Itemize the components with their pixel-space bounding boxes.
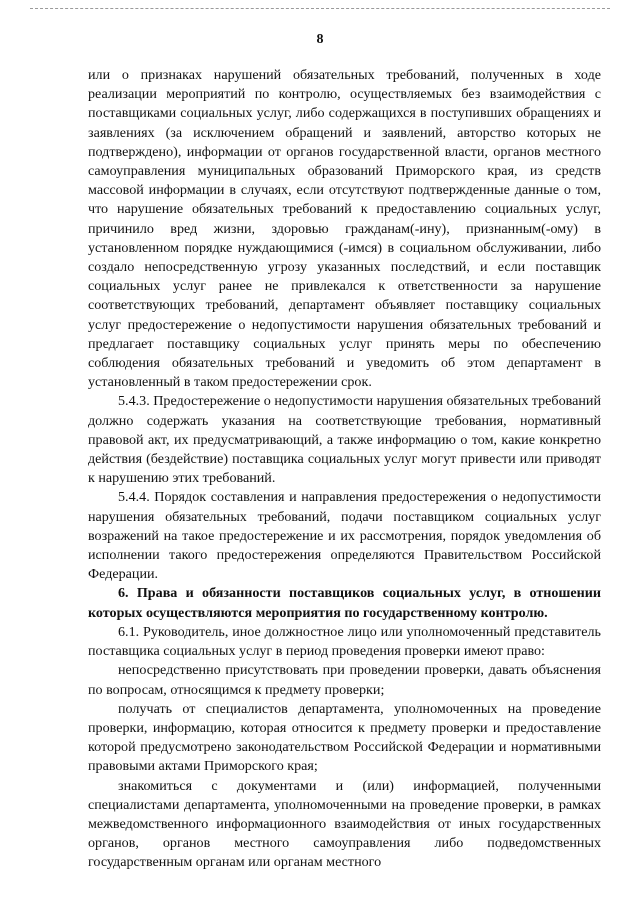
list-item-right-information: получать от специалистов департамента, уполномоченных на проведение проверки, информацию, которая относится к предмету проверки и предоставление которой предусмотрено законодательством Российской Федерации и нормативными правовыми актами Приморского края; (88, 700, 601, 775)
list-item-right-presence: непосредственно присутствовать при проведении проверки, давать объяснения по вопросам, относящимся к предмету проверки; (88, 662, 601, 698)
scan-top-edge-rule (30, 8, 610, 9)
page-number: 8 (316, 32, 324, 47)
document-body (88, 66, 601, 873)
paragraph-5-4-3: 5.4.3. Предостережение о недопустимости нарушения обязательных требований должно содержать указания на соответствующие требования, нормативный правовой акт, их предусматривающий, а также информацию о том, какие конкретно действия (бездействие) поставщика социальных услуг могут привести или приводят к нарушению этих требований. (88, 393, 601, 487)
paragraph-5-4-4: 5.4.4. Порядок составления и направления предостережения о недопустимости нарушения обязательных требований, подачи поставщиком социальных услуг возражений на такое предостережение и их рассмотрения, порядок уведомления об исполнении такого предостережения определяются Правительством Российской Федерации. (88, 489, 601, 583)
section-6-heading: 6. Права и обязанности поставщиков социальных услуг, в отношении которых осуществляются мероприятия по государственному контролю. (88, 585, 601, 621)
paragraph-continuation: или о признаках нарушений обязательных требований, полученных в ходе реализации мероприятий по контролю, осуществляемых без взаимодействия с поставщиками социальных услуг, либо содержащихся в поступивших обращениях и заявлениях (за исключением обращений и заявлений, авторство которых не подтверждено), информации от органов государственной власти, органов местного самоуправления муниципальных образований Приморского края, из средств массовой информации в случаях, если отсутствуют подтвержденные данные о том, что нарушение обязательных требований к предоставлению социальных услуг, причинило вред жизни, здоровью гражданам(-ину), признанным(-ому) в установленном порядке нуждающимися (-имся) в социальном обслуживании, либо создало непосредственную угрозу указанных последствий, и если поставщик социальных услуг ранее не привлекался к ответственности за нарушение соответствующих требований, департамент объявляет поставщику социальных услуг предостережение о недопустимости нарушения обязательных требований и предлагает поставщику социальных услуг принять меры по обеспечению соблюдения обязательных требований и уведомить об этом департамент в установленный в таком предостережении срок. (88, 67, 601, 391)
paragraph-6-1: 6.1. Руководитель, иное должностное лицо или уполномоченный представитель поставщика социальных услуг в период проведения проверки имеют право: (88, 623, 601, 660)
list-item-right-documents: знакомиться с документами и (или) информацией, полученными специалистами департамента, уполномоченными на проведение проверки, в рамках межведомственного информационного взаимодействия от иных государственных органов, органов местного самоуправления либо подведомственных государственным органам или органам местного (88, 777, 601, 871)
